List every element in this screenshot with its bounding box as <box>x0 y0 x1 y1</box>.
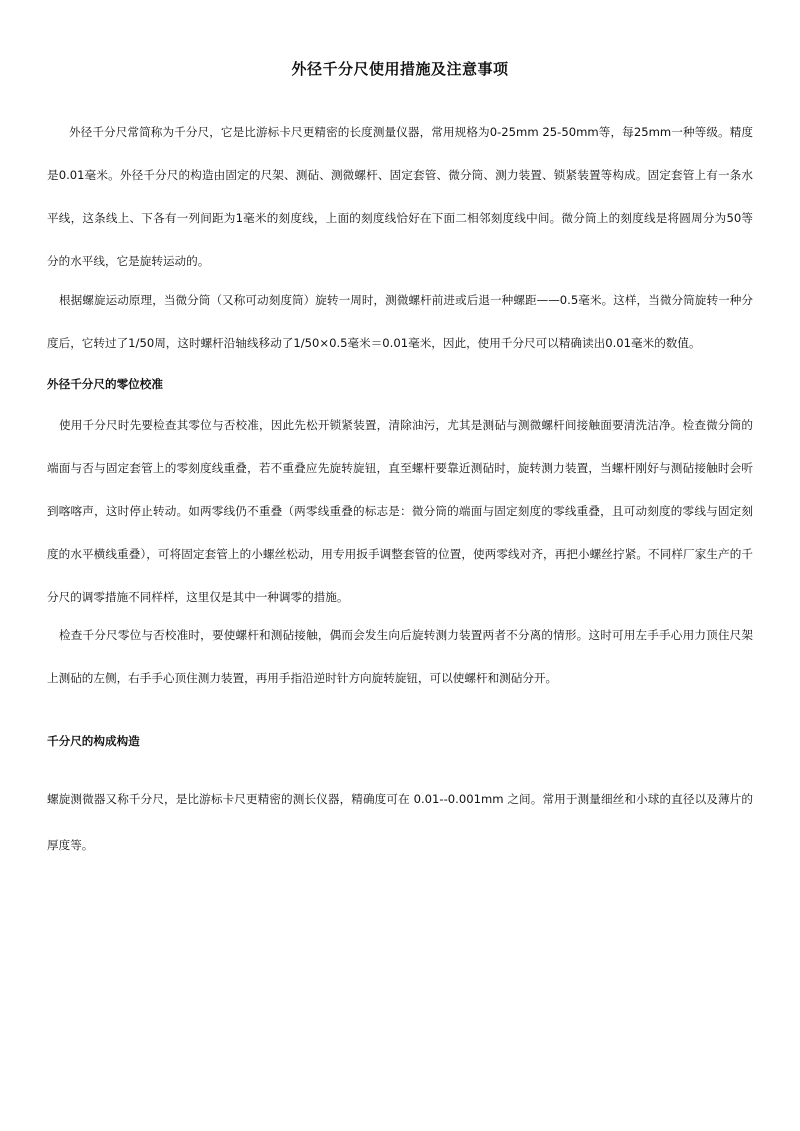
intro-paragraph: 外径千分尺常简称为千分尺，它是比游标卡尺更精密的长度测量仪器，常用规格为0-25mm 25-50mm等，每25mm一种等级。精度是0.01毫米。外径千分尺的构造由固定的尺架、测砧、测微螺杆、固定套管、微分筒、测力装置、锁紧装置等构成。固定套管上有一条水平线，这条线上、下各有一列间距为1毫米的刻度线，上面的刻度线恰好在下面二相邻刻度线中间。微分筒上的刻度线是将圆周分为50等分的水平线，它是旋转运动的。 <box>47 125 753 268</box>
principle-paragraph: 根据螺旋运动原理，当微分筒（又称可动刻度筒）旋转一周时，测微螺杆前进或后退一种螺距——0.5毫米。这样，当微分筒旋转一种分度后，它转过了1/50周，这时螺杆沿轴线移动了1/50×0.5毫米＝0.01毫米，因此，使用千分尺可以精确读出0.01毫米的数值。 <box>47 293 753 350</box>
section-heading-structure: 千分尺的构成构造 <box>47 734 140 748</box>
zero-calibration-paragraph: 使用千分尺时先要检查其零位与否校准，因此先松开锁紧装置，清除油污，尤其是测砧与测微螺杆间接触面要清洗洁净。检查微分筒的端面与否与固定套管上的零刻度线重叠，若不重叠应先旋转旋钮，直至螺杆要靠近测砧时，旋转测力装置，当螺杆刚好与测砧接触时会听到喀喀声，这时停止转动。如两零线仍不重叠（两零线重叠的标志是：微分筒的端面与固定刻度的零线重叠，且可动刻度的零线与固定刻度的水平横线重叠），可将固定套管上的小螺丝松动，用专用扳手调整套管的位置，使两零线对齐，再把小螺丝拧紧。不同样厂家生产的千分尺的调零措施不同样样，这里仅是其中一种调零的措施。 <box>47 418 753 604</box>
section-heading-zero-calibration: 外径千分尺的零位校准 <box>47 377 163 391</box>
structure-paragraph: 螺旋测微器又称千分尺，是比游标卡尺更精密的测长仪器，精确度可在 0.01--0.001mm 之间。常用于测量细丝和小球的直径以及薄片的厚度等。 <box>47 792 753 852</box>
zero-check-paragraph: 检查千分尺零位与否校准时，要使螺杆和测砧接触，偶而会发生向后旋转测力装置两者不分离的情形。这时可用左手手心用力顶住尺架上测砧的左侧，右手手心顶住测力装置，再用手指沿逆时针方向旋转旋钮，可以使螺杆和测砧分开。 <box>47 628 753 685</box>
document-title: 外径千分尺使用措施及注意事项 <box>291 60 509 78</box>
